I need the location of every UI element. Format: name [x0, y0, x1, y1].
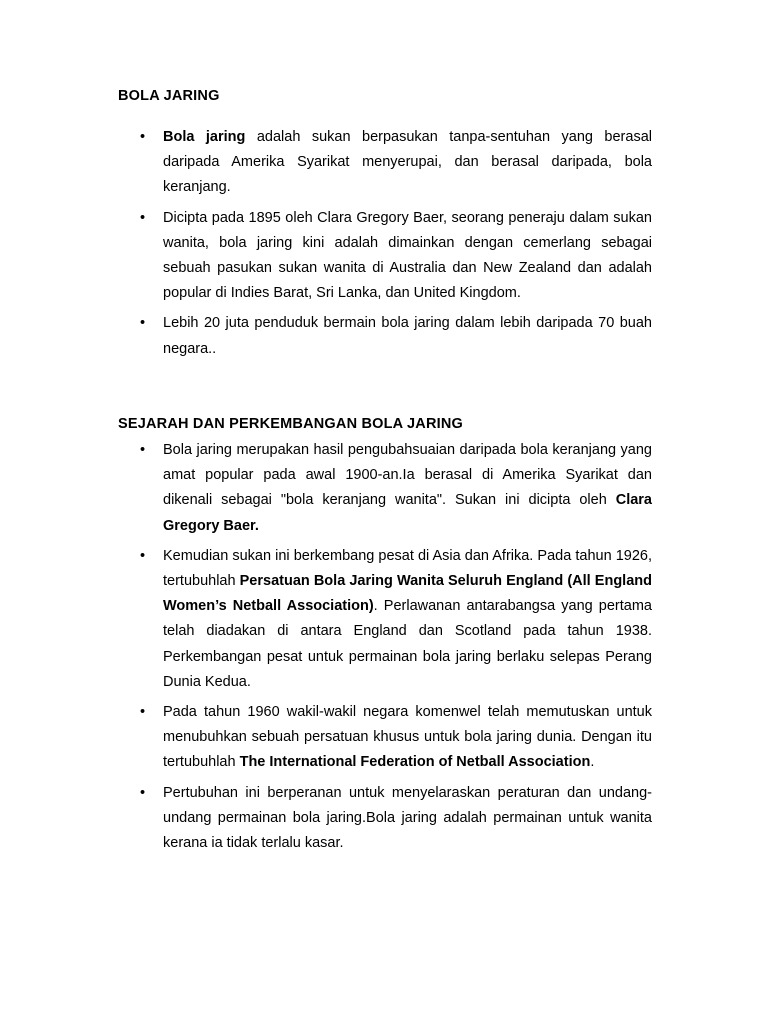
- bold-term: Bola jaring: [163, 129, 246, 145]
- list-item-text: Pada tahun 1960 wakil-wakil negara komenwel telah memutuskan untuk menubuhkan sebuah persatuan khusus untuk bola jaring dunia. Dengan itu tertubuhlah The International Federation of Netball Association.: [163, 704, 652, 771]
- bullet-icon: •: [140, 784, 146, 801]
- list-item: [118, 311, 652, 361]
- bullet-icon: •: [140, 704, 146, 721]
- bullet-icon: •: [140, 442, 146, 458]
- list-item-text: Kemudian sukan ini berkembang pesat di Asia dan Afrika. Pada tahun 1926, tertubuhlah Persatuan Bola Jaring Wanita Seluruh England (All England Women’s Netball Association). Perlawanan antarabangsa yang pertama telah diadakan di antara England dan Scotland pada tahun 1938. Perkembangan pesat untuk permainan bola jaring berlaku selepas Perang Dunia Kedua.: [163, 547, 652, 690]
- list-item: [118, 206, 652, 307]
- list-item-text: Bola jaring merupakan hasil pengubahsuaian daripada bola keranjang yang amat popular pada awal 1900-an.Ia berasal di Amerika Syarikat dan dikenali sebagai "bola keranjang wanita". Sukan ini dicipta oleh Clara Gregory Baer.: [163, 442, 652, 534]
- bullet-icon: •: [140, 209, 146, 226]
- section-heading-bola-jaring: BOLA JARING: [118, 88, 220, 104]
- list-item-text: Lebih 20 juta penduduk bermain bola jaring dalam lebih daripada 70 buah negara..: [163, 315, 652, 357]
- section1-bullet-list: [118, 125, 652, 367]
- bullet-icon: •: [140, 547, 146, 564]
- list-item-text: Bola jaring adalah sukan berpasukan tanpa-sentuhan yang berasal daripada Amerika Syarikat menyerupai, dan berasal daripada, bola keranjang.: [163, 129, 652, 196]
- list-item: [118, 125, 652, 201]
- list-item-text: Dicipta pada 1895 oleh Clara Gregory Baer, seorang peneraju dalam sukan wanita, bola jaring kini adalah dimainkan dengan cemerlang sebagai sebuah pasukan sukan wanita di Australia dan New Zealand dan adalah popular di Indies Barat, Sri Lanka, dan United Kingdom.: [163, 209, 652, 302]
- section2-bullet-list: [118, 438, 652, 861]
- bullet-icon: •: [140, 315, 146, 332]
- bullet-icon: •: [140, 129, 146, 145]
- list-item: [118, 544, 652, 695]
- list-item-text: Pertubuhan ini berperanan untuk menyelaraskan peraturan dan undang-undang permainan bola jaring.Bola jaring adalah permainan untuk wanita kerana ia tidak terlalu kasar.: [163, 784, 652, 852]
- bold-term: Clara Gregory Baer.: [163, 492, 652, 534]
- bold-term: The International Federation of Netball Association: [239, 754, 591, 771]
- bold-term: Persatuan Bola Jaring Wanita Seluruh England (All England Women’s Netball Association): [163, 573, 652, 615]
- list-item: [118, 781, 652, 857]
- list-item: [118, 700, 652, 776]
- list-item: [118, 438, 652, 539]
- section-heading-sejarah: SEJARAH DAN PERKEMBANGAN BOLA JARING: [118, 416, 464, 432]
